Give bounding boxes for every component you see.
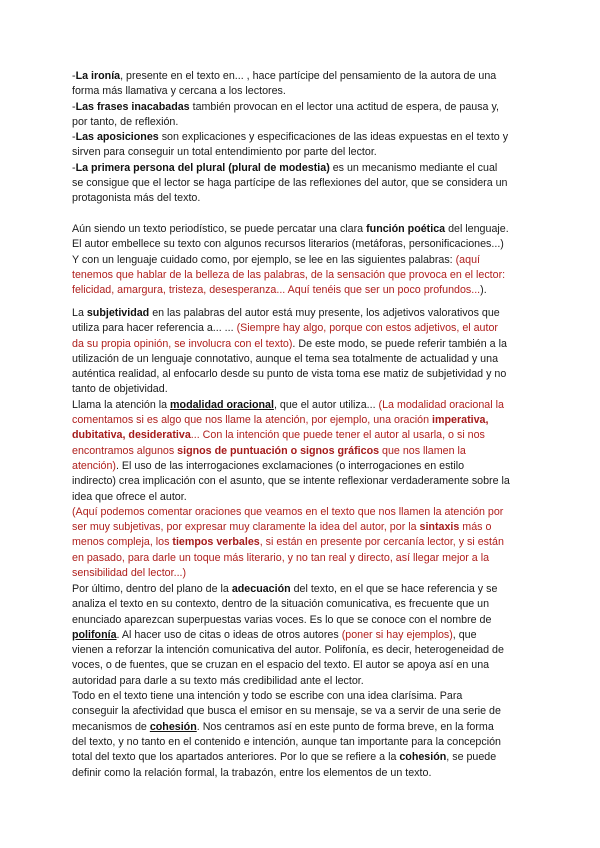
line: definir como la relación formal, la trabazón, entre los elementos de un texto.: [72, 766, 432, 779]
term-funcion-poetica: función poética: [366, 223, 446, 235]
text: Y con un lenguaje cuidado como, por ejemplo, se lee en las siguientes palabras:: [72, 253, 456, 266]
line: [72, 520, 530, 535]
line: enunciado aparezcan superpuestas varias voces. Es lo que se conoce con el nombre de: [72, 613, 492, 626]
line: forma más llamativa y cercana a los lectores.: [72, 85, 286, 98]
term-subjetividad: subjetividad: [86, 307, 150, 319]
line: [72, 100, 530, 115]
line: [72, 582, 530, 597]
text: La: [72, 307, 87, 319]
text: . Al hacer uso de citas o ideas de otros autores: [116, 628, 342, 641]
line: [72, 413, 530, 428]
text: ).: [480, 284, 487, 297]
line: Todo en el texto tiene una intención y todo se escribe con una idea clarísima. Para: [72, 690, 463, 703]
text: , que: [452, 628, 477, 641]
term-polifonia: polifonía: [72, 628, 117, 641]
adequacy-paragraph: [72, 582, 530, 781]
line: por tanto, de reflexión.: [72, 115, 179, 128]
dash: -: [72, 100, 76, 113]
dash: -: [72, 131, 76, 144]
term-dubitativa-desiderativa: dubitativa, desiderativa: [72, 429, 191, 442]
note-line: (Aquí podemos comentar oraciones que veamos en el texto que nos llamen la atención por: [72, 505, 504, 518]
note: menos compleja, los: [72, 536, 173, 549]
term-primera-persona: La primera persona del plural (plural de modestia): [75, 161, 330, 174]
line: [72, 321, 530, 336]
text: utiliza para hacer referencia a... ...: [72, 322, 237, 335]
text: , se puede: [446, 751, 497, 764]
term-aposiciones: Las aposiciones: [75, 131, 159, 144]
text: Aún siendo un texto periodístico, se puede percatar una clara: [72, 223, 367, 235]
text: en las palabras del autor está muy presente, los adjetivos valorativos que: [149, 307, 500, 319]
text: . El uso de las interrogaciones exclamaciones (o interrogaciones en estilo: [115, 459, 465, 472]
line: [72, 459, 530, 474]
line: del texto, y no tanto en el contenido e intención, aunque tan importante para la concepción: [72, 735, 501, 748]
line: [72, 253, 530, 268]
note-line: tenemos que hablar de la belleza de las palabras, de la sensación que provoca en el lector:: [72, 268, 506, 281]
note-line: en pasado, para darle un toque más literario, y no tan real y directo, así llegar mejor a la: [72, 551, 490, 564]
term-cohesion: cohesión: [149, 720, 197, 733]
line: [72, 306, 530, 321]
term-adecuacion: adecuación: [231, 583, 291, 595]
line: [72, 720, 530, 735]
term-cohesion: cohesión: [399, 751, 447, 764]
text: , que el autor utiliza...: [273, 398, 379, 411]
line: [72, 283, 530, 298]
note: que nos llamen la: [379, 444, 466, 457]
dash: -: [72, 161, 76, 174]
text: son explicaciones y especificaciones de las ideas expuestas en el texto y: [158, 131, 509, 144]
line: voces, o de fuentes, que se cruzan en el espacio del texto. El autor se apoya así en una: [72, 659, 490, 672]
line: utilización de un lenguaje connotativo, aunque el tema sea totalmente de actualidad y una: [72, 352, 499, 365]
text: del texto, en el que se hace referencia y se: [290, 583, 498, 595]
note: más o: [459, 521, 492, 534]
line: [72, 130, 530, 145]
line: idea que ofrece el autor.: [72, 490, 187, 503]
devices-paragraph: [72, 69, 530, 207]
term-tiempos-verbales: tiempos verbales: [172, 536, 260, 549]
line: tanto de objetividad.: [72, 383, 168, 396]
term-modalidad-oracional: modalidad oracional: [170, 398, 274, 411]
note: ser muy subjetivas, por expresar muy claramente la idea del autor, por la: [72, 521, 420, 534]
line: El autor embellece su texto con algunos recursos literarios (metáforas, personificaciones...): [72, 238, 504, 251]
line: [72, 628, 530, 643]
line: [72, 69, 530, 84]
note-line: sensibilidad del lector...): [72, 567, 187, 580]
line: [72, 161, 530, 176]
note: encontramos algunos: [72, 444, 178, 457]
subjectivity-paragraph: [72, 306, 530, 581]
note: , si están en presente por cercanía lector, y si están: [259, 536, 504, 549]
line: [72, 398, 530, 413]
line: conseguir la afectividad que busca el emisor en su mensaje, se va a servir de una serie de: [72, 705, 501, 718]
term-frases-inacabadas: Las frases inacabadas: [75, 100, 190, 113]
line: [72, 222, 530, 237]
dash: -: [72, 70, 76, 82]
line: se consigue que el lector se haga partícipe de las reflexiones del autor, que se considera un: [72, 177, 508, 190]
text: . Nos centramos así en este punto de forma breve, en la forma: [196, 720, 494, 733]
text: , presente en el texto en... , hace partícipe del pensamiento de la autora de una: [120, 70, 497, 82]
line: [72, 750, 530, 765]
line: protagonista más del texto.: [72, 192, 201, 205]
note: (poner si hay ejemplos): [341, 628, 453, 641]
note: comentamos si es algo que nos llame la atención, por ejemplo, una oración: [72, 414, 433, 427]
line: [72, 444, 530, 459]
text: . De este modo, se puede referir también a la: [292, 337, 507, 350]
note: atención): [72, 459, 116, 472]
note: (aquí: [455, 253, 480, 266]
term-signos-puntuacion: signos de puntuación o signos gráficos: [177, 444, 380, 457]
term-imperativa: imperativa,: [432, 414, 489, 427]
text: del lenguaje.: [445, 223, 509, 235]
note: (Siempre hay algo, porque con estos adjetivos, el autor: [236, 322, 498, 335]
note: ... Con la intención que puede tener el autor al usarla, o si nos: [190, 429, 485, 442]
line: [72, 535, 530, 550]
term-ironia: La ironía: [75, 70, 121, 82]
text: también provocan en el lector una actitud de espera, de pausa y,: [189, 100, 499, 113]
line: sirven para conseguir un total entendimiento por parte del lector.: [72, 146, 377, 159]
line: auténtica realidad, al enfocarlo desde su punto de vista toma ese matiz de subjetividad y no: [72, 368, 507, 381]
text: Llama la atención la: [72, 398, 171, 411]
line: autoridad para darle a su texto más credibilidad ante el lector.: [72, 674, 364, 687]
line: analiza el texto en su contexto, dentro de la situación comunicativa, es frecuente que un: [72, 598, 490, 611]
note: felicidad, amargura, tristeza, desesperanza... Aquí tenéis que ser un poco profundos...: [72, 284, 481, 297]
line: [72, 337, 530, 352]
note: (La modalidad oracional la: [378, 398, 504, 411]
line: [72, 428, 530, 443]
line: indirecto) crea implicación con el asunto, que se intente reflexionar verdaderamente sobre la: [72, 475, 510, 488]
text: mecanismos de: [72, 720, 150, 733]
poetic-function-paragraph: [72, 222, 530, 298]
text: es un mecanismo mediante el cual: [329, 161, 498, 174]
text: total del texto que los apartados anteriores. Por lo que se refiere a la: [72, 751, 400, 764]
line: vienen a reforzar la intención comunicativa del autor. Polifonía, es decir, heterogeneidad de: [72, 644, 504, 657]
term-sintaxis: sintaxis: [419, 521, 460, 534]
text: Por último, dentro del plano de la: [72, 583, 232, 595]
note: da su propia opinión, se involucra con el texto): [72, 337, 293, 350]
